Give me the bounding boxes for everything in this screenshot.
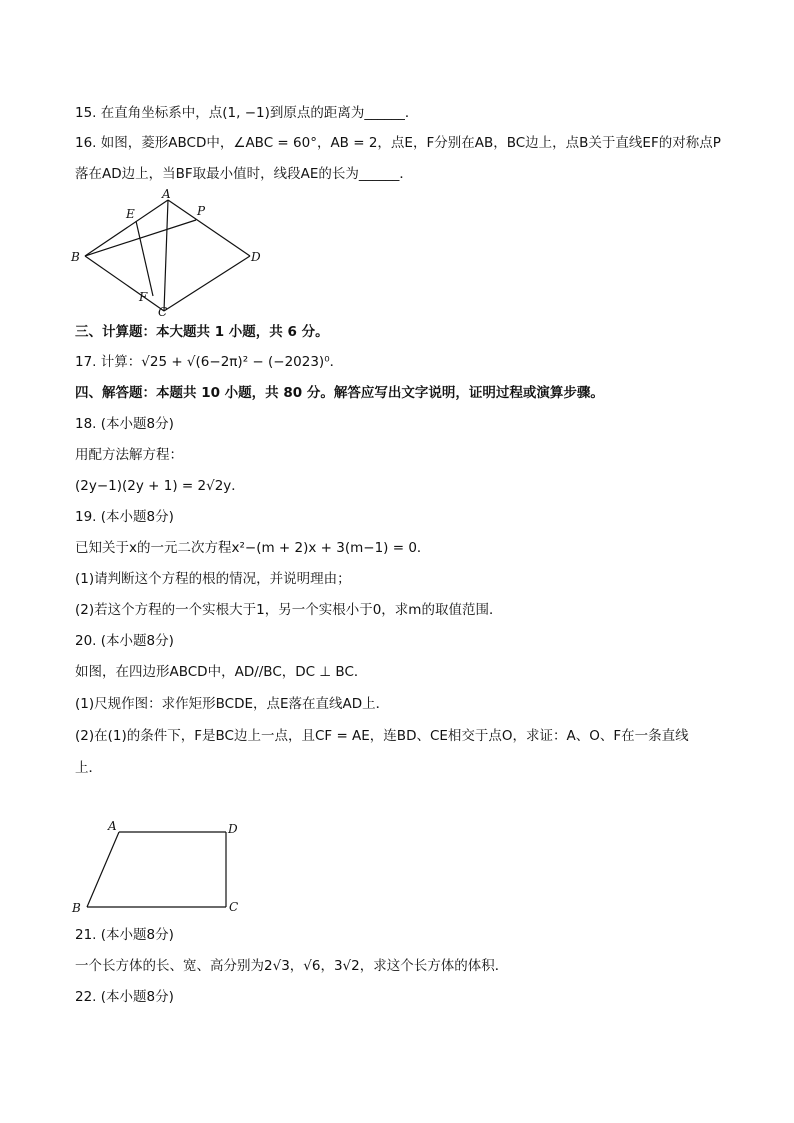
question-16-line1: 16. 如图，菱形ABCD中，∠ABC = 60°，AB = 2，点E，F分别在AB，BC边上，点B关于直线EF的对称点P [75,135,721,151]
label-A: A [108,819,117,833]
segment-BP [85,220,196,256]
label-A: A [162,188,171,201]
question-19-part1: (1)请判断这个方程的根的情况，并说明理由； [75,571,351,587]
question-18-equation: (2y−1)(2y + 1) = 2√2y． [75,478,245,494]
question-20-stem: 如图，在四边形ABCD中，AD//BC，DC ⊥ BC． [75,664,368,680]
question-22-header: 22. (本小题8分) [75,989,174,1005]
label-D: D [251,250,261,264]
question-16-line2: 落在AD边上，当BF取最小值时，线段AE的长为______． [75,166,413,182]
segment-BA [87,832,119,907]
question-20-part1: (1)尺规作图：求作矩形BCDE，点E落在直线AD上． [75,696,390,712]
question-18-prompt: 用配方法解方程： [75,447,183,463]
question-19-stem: 已知关于x的一元二次方程x²−(m + 2)x + 3(m−1) = 0． [75,540,431,556]
rhombus-figure [65,188,275,318]
label-F: F [139,290,148,304]
label-C: C [229,900,239,914]
label-B: B [71,250,80,264]
question-19-part2: (2)若这个方程的一个实根大于1，另一个实根小于0，求m的取值范围． [75,602,503,618]
question-18-header: 18. (本小题8分) [75,416,174,432]
section-3-heading: 三、计算题：本大题共 1 小题，共 6 分。 [75,324,329,340]
segment-AC [164,200,168,311]
question-21-stem: 一个长方体的长、宽、高分别为2√3，√6，3√2，求这个长方体的体积． [75,958,509,974]
label-C: C [158,305,168,318]
label-B: B [72,901,81,915]
question-20-header: 20. (本小题8分) [75,633,174,649]
question-20-part2-cont: 上． [75,760,102,776]
question-19-header: 19. (本小题8分) [75,509,174,525]
segment-AD [168,200,250,256]
trapezoid-figure [65,815,255,920]
question-17: 17. 计算：√25 + √(6−2π)² − (−2023)⁰． [75,354,344,370]
label-D: D [228,822,238,836]
question-15: 15. 在直角坐标系中，点(1, −1)到原点的距离为______． [75,105,419,121]
question-21-header: 21. (本小题8分) [75,927,174,943]
question-20-part2: (2)在(1)的条件下，F是BC边上一点，且CF = AE，连BD、CE相交于点O，求证：A、O、F在一条直线 [75,728,689,744]
label-E: E [126,207,135,221]
label-P: P [197,204,206,218]
segment-EF [136,221,153,296]
segment-DC [164,256,250,311]
section-4-heading: 四、解答题：本题共 10 小题，共 80 分。解答应写出文字说明，证明过程或演算步骤。 [75,385,604,401]
segment-CB [85,256,164,311]
